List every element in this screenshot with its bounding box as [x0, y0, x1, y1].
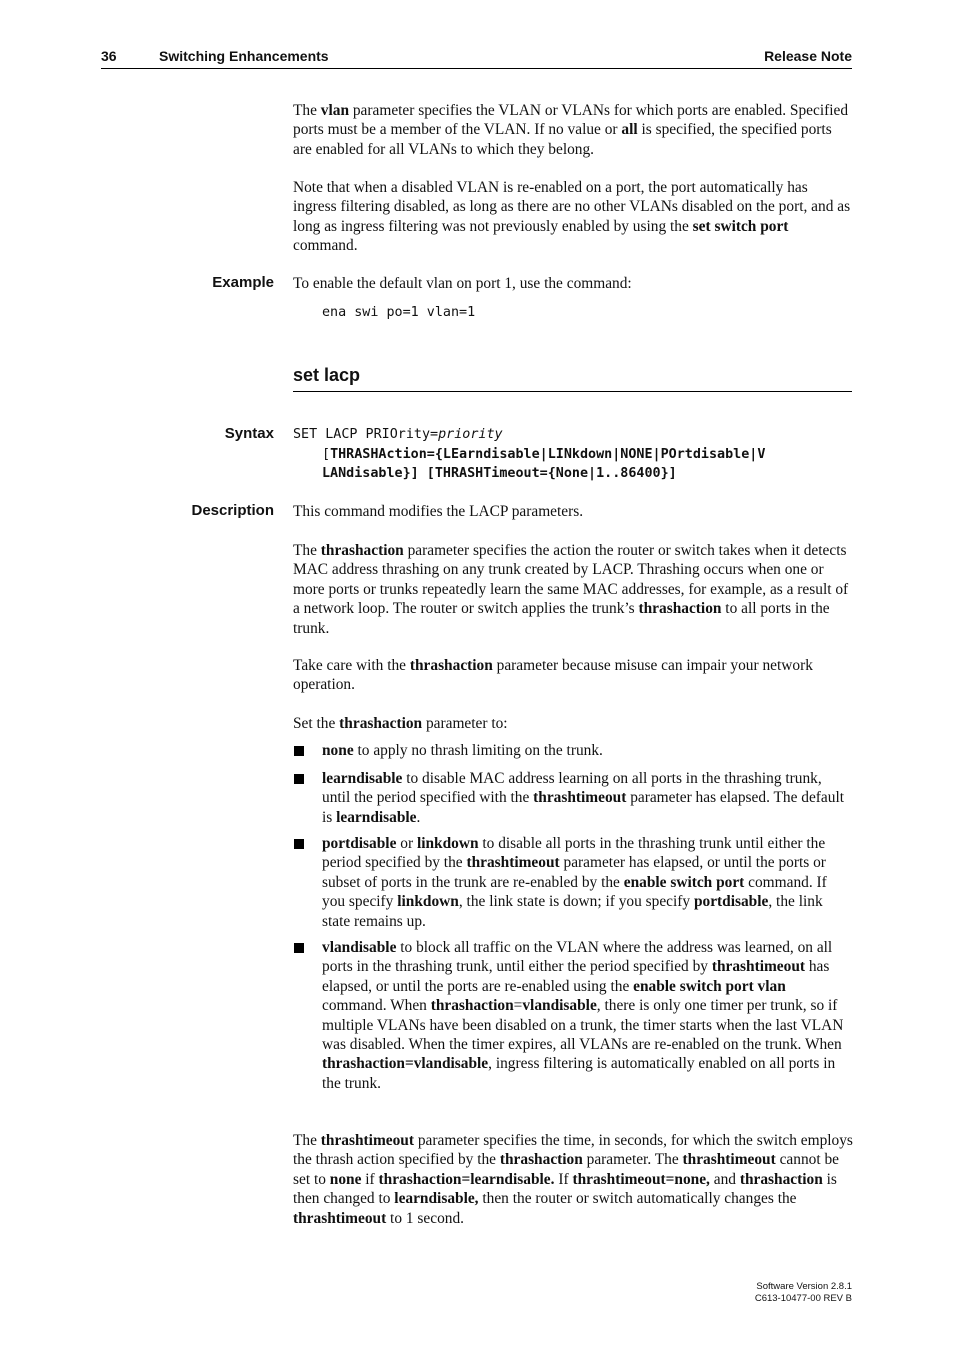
description-label: Description: [191, 502, 274, 519]
syntax-line-1: SET LACP PRIOrity=priority: [293, 427, 503, 442]
bullet-square: [294, 746, 304, 756]
bullet-square: [294, 774, 304, 784]
document-type: Release Note: [764, 48, 852, 64]
syntax-label: Syntax: [224, 425, 274, 442]
set-lacp-heading: set lacp: [293, 365, 852, 392]
syntax-line-2: [THRASHAction={LEarndisable|LINkdown|NONE|POrtdisable|V: [322, 447, 766, 462]
example-label: Example: [212, 274, 274, 291]
page-footer: [755, 1281, 852, 1305]
vlan-parameter-paragraph: The vlan parameter specifies the VLAN or VLANs for which ports are enabled. Specified ports must be a member of the VLAN. If no value or all is specified, the specified ports are enabled for all VLANs to which they belong.: [293, 102, 849, 158]
syntax-line-3: LANdisable}] [THRASHTimeout={None|1..86400}]: [322, 466, 677, 481]
thrashaction-paragraph: The thrashaction parameter specifies the action the router or switch takes when it detects MAC address thrashing on any trunk created by LACP. Thrashing occurs when one or more ports or trunks repeatedly learn the same MAC addresses, for example, as a result of a network loop. The router or switch applies the trunk’s thrashaction to all ports in the trunk.: [293, 542, 849, 637]
document-id: C613-10477-00 REV B: [754, 1293, 852, 1304]
description-text: This command modifies the LACP parameters.: [293, 503, 584, 520]
bullet-square: [294, 943, 304, 953]
vlan-note-paragraph: Note that when a disabled VLAN is re-enabled on a port, the port automatically has ingress filtering disabled, as long as there are no other VLANs disabled on the port, and as long as ingress filtering was not previously enabled by using the set switch port command.: [293, 179, 851, 255]
page-number: 36: [101, 48, 117, 64]
software-version: Software Version 2.8.1: [756, 1281, 852, 1292]
thrashtimeout-paragraph: The thrashtimeout parameter specifies the time, in seconds, for which the switch employs the thrash action specified by the thrashaction parameter. The thrashtimeout cannot be set to none if thrashaction=learndisable. If thrashtimeout=none, and thrashaction is then changed to learndisable, then the router or switch automatically changes the thrashtimeout to 1 second.: [293, 1132, 853, 1227]
set-thrashaction-intro: Set the thrashaction parameter to:: [293, 715, 508, 732]
bullet-square: [294, 839, 304, 849]
section-title-header: Switching Enhancements: [159, 48, 329, 64]
example-command: ena swi po=1 vlan=1: [322, 305, 476, 320]
page-header: [101, 48, 852, 69]
caution-paragraph: Take care with the thrashaction parameter because misuse can impair your network operation.: [293, 657, 813, 694]
example-text: To enable the default vlan on port 1, use the command:: [293, 275, 632, 292]
